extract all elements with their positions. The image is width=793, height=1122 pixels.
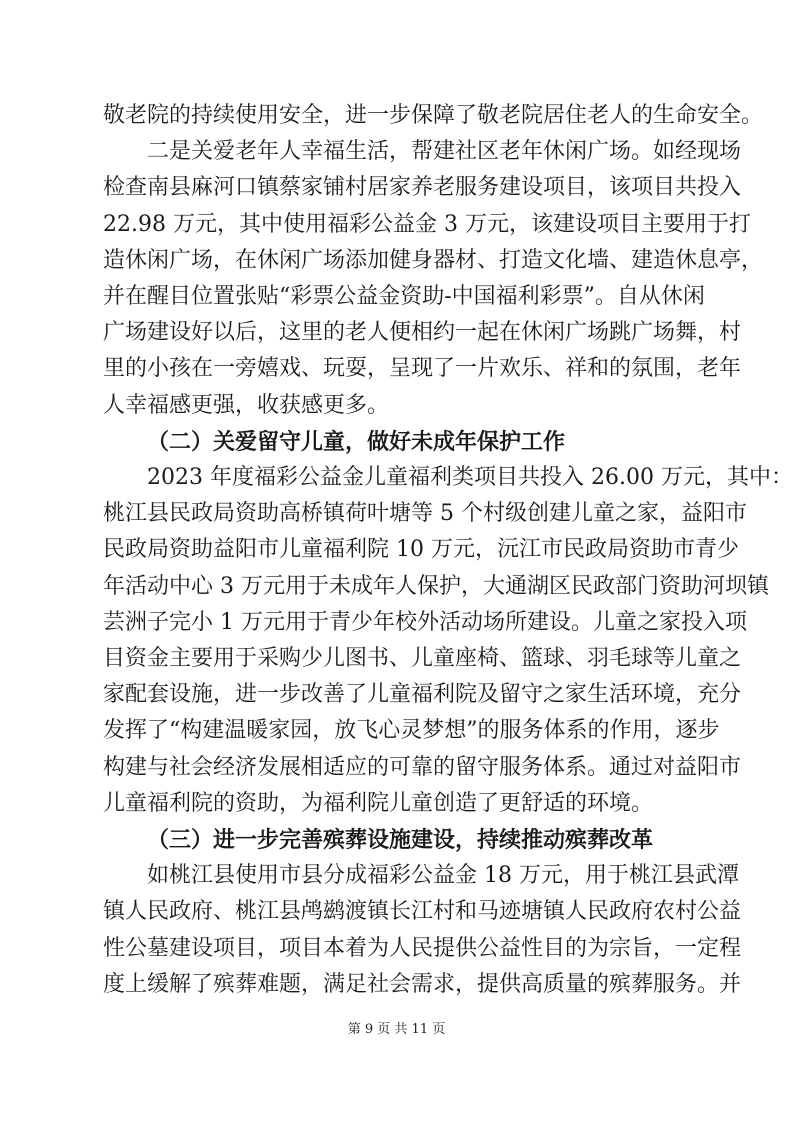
text-line: 检查南县麻河口镇蔡家铺村居家养老服务建设项目，该项目共投入	[103, 175, 742, 200]
text-line: 里的小孩在一旁嬉戏、玩耍，呈现了一片欢乐、祥和的氛围，老年	[103, 356, 742, 381]
text-line: 并在醒目位置张贴“彩票公益金资助-中国福利彩票”。自从休闲	[103, 284, 705, 309]
text-line: 儿童福利院的资助，为福利院儿童创造了更舒适的环境。	[103, 791, 654, 816]
text-line: 度上缓解了殡葬难题，满足社会需求，提供高质量的殡葬服务。并	[103, 972, 742, 997]
section-heading: （三）进一步完善殡葬设施建设，持续推动殡葬改革	[147, 827, 654, 853]
text-line: 芸洲子完小 1 万元用于青少年校外活动场所建设。儿童之家投入项	[103, 610, 747, 635]
text-line: 造休闲广场，在休闲广场添加健身器材、打造文化墙、建造休息亭，	[103, 248, 764, 273]
text-line: 构建与社会经济发展相适应的可靠的留守服务体系。通过对益阳市	[103, 755, 742, 780]
text-line: 如桃江县使用市县分成福彩公益金 18 万元，用于桃江县武潭	[147, 863, 739, 888]
text-line: 人幸福感更强，收获感更多。	[103, 393, 390, 418]
section-heading: （二）关爱留守儿童，做好未成年保护工作	[147, 429, 566, 455]
text-line: 22.98 万元，其中使用福彩公益金 3 万元，该建设项目主要用于打	[103, 212, 751, 237]
text-line: 民政局资助益阳市儿童福利院 10 万元，沅江市民政局资助市青少	[103, 537, 739, 562]
text-line: 敬老院的持续使用安全，进一步保障了敬老院居住老人的生命安全。	[103, 103, 764, 128]
text-line: 二是关爱老年人幸福生活，帮建社区老年休闲广场。如经现场	[147, 139, 742, 164]
text-line: 性公墓建设项目，项目本着为人民提供公益性目的为宗旨，一定程	[103, 936, 742, 961]
text-line: 桃江县民政局资助高桥镇荷叶塘等 5 个村级创建儿童之家，益阳市	[103, 501, 747, 526]
text-line: 家配套设施，进一步改善了儿童福利院及留守之家生活环境，充分	[103, 682, 742, 707]
page-footer: 第 9 页 共 11 页	[347, 1022, 446, 1037]
text-line: 广场建设好以后，这里的老人便相约一起在休闲广场跳广场舞，村	[103, 320, 742, 345]
text-line: 2023 年度福彩公益金儿童福利类项目共投入 26.00 万元，其中：	[147, 465, 793, 490]
text-line: 目资金主要用于采购少儿图书、儿童座椅、篮球、羽毛球等儿童之	[103, 646, 742, 671]
text-line: 发挥了“构建温暖家园，放飞心灵梦想”的服务体系的作用，逐步	[103, 718, 720, 743]
text-line: 年活动中心 3 万元用于未成年人保护，大通湖区民政部门资助河坝镇	[103, 574, 769, 599]
text-line: 镇人民政府、桃江县鸬鹚渡镇长江村和马迹塘镇人民政府农村公益	[103, 899, 742, 924]
